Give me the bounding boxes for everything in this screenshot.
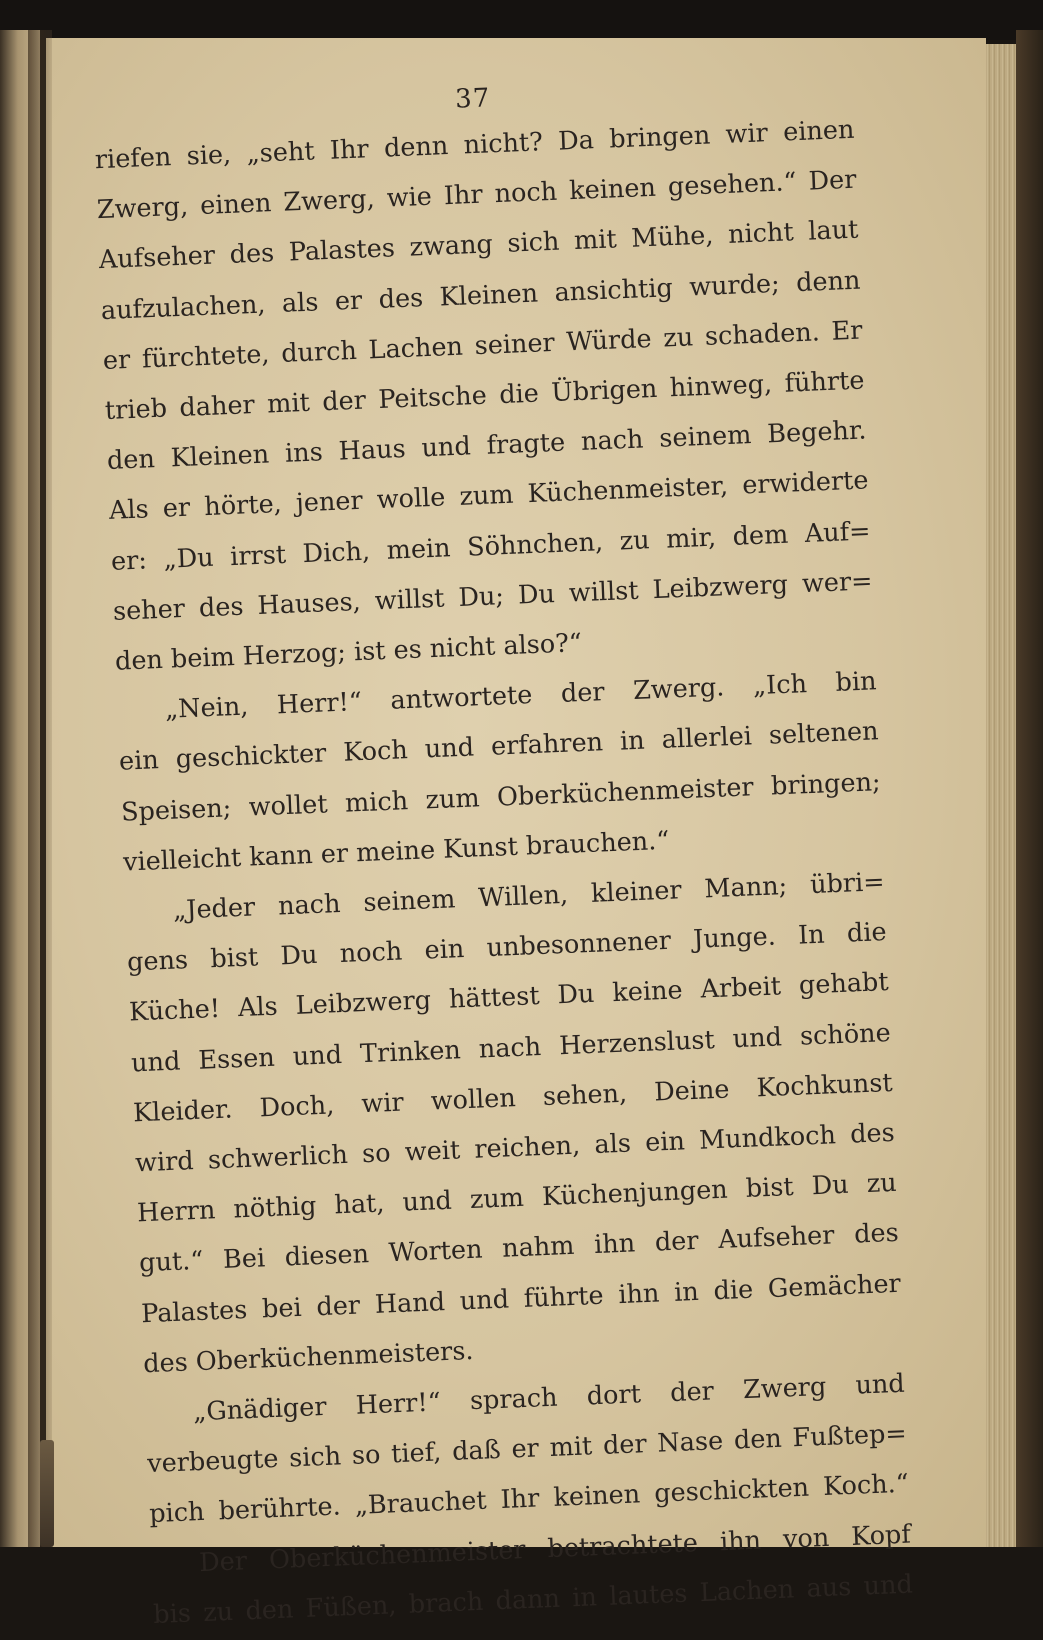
text-line: seher des Hauses, willst Du; Du willst Leibzwerg wer= [112, 566, 874, 627]
text-line: Als er hörte, jener wolle zum Küchenmeister, erwiderte [108, 465, 870, 527]
text-line: ein geschickter Koch und erfahren in allerlei seltenen [118, 716, 880, 778]
text-line: Aufseher des Palastes zwang sich mit Mühe, nicht laut [98, 215, 859, 276]
book-cover-right [1016, 30, 1043, 1547]
text-line: verbeugte sich so tief, daß er mit der Nase den Fußtep= [146, 1418, 908, 1480]
text-line: den Kleinen ins Haus und fragte nach seinem Begehr. [106, 415, 867, 477]
text-line: den beim Herzog; ist es nicht also?“ [114, 628, 583, 677]
page-number: 37 [454, 83, 491, 115]
text-line: „Jeder nach seinem Willen, kleiner Mann; übri= [172, 867, 886, 926]
text-line: Kleider. Doch, wir wollen sehen, Deine Kochkunst [132, 1067, 894, 1129]
text-line: aufzulachen, als er des Kleinen ansichtig wurde; denn [100, 265, 861, 326]
text-line: Zwerg, einen Zwerg, wie Ihr noch keinen gesehen.“ Der [96, 164, 857, 226]
text-line: er: „Du irrst Dich, mein Söhnchen, zu mir, dem Auf= [110, 516, 872, 577]
text-line: und Essen und Trinken nach Herzenslust und schöne [130, 1017, 892, 1079]
text-line: Palastes bei der Hand und führte ihn in die Gemächer [140, 1268, 902, 1329]
page-body [94, 105, 914, 1640]
book-gutter [28, 30, 52, 1547]
book-cover-top [0, 0, 1043, 40]
text-line: bis zu den Füßen, brach dann in lautes Lachen aus und [152, 1569, 914, 1630]
page-text-block [92, 65, 913, 1640]
text-line: Küche! Als Leibzwerg hättest Du keine Arbeit gehabt [128, 967, 890, 1028]
text-line: riefen sie, „seht Ihr denn nicht? Da bringen wir einen [94, 114, 855, 176]
text-line: pich berührte. „Brauchet Ihr keinen geschickten Koch.“ [148, 1469, 910, 1530]
text-line: vielleicht kann er meine Kunst brauchen.“ [122, 825, 670, 878]
text-line: gut.“ Bei diesen Worten nahm ihn der Aufseher des [138, 1218, 900, 1279]
text-line: Speisen; wollet mich zum Oberküchenmeister bringen; [120, 766, 882, 828]
bookmark-thread [40, 1440, 54, 1547]
text-line: „Gnädiger Herr!“ sprach dort der Zwerg und [192, 1368, 906, 1428]
text-line: Herrn nöthig hat, und zum Küchenjungen bist Du zu [136, 1168, 898, 1229]
text-line: des Oberküchenmeisters. [142, 1335, 475, 1380]
text-line: trieb daher mit der Peitsche die Übrigen hinweg, führte [104, 365, 865, 426]
text-line: gens bist Du noch ein unbesonnener Junge. In die [126, 917, 888, 978]
text-line: er fürchtete, durch Lachen seiner Würde zu schaden. Er [102, 315, 863, 376]
text-line: „Nein, Herr!“ antwortete der Zwerg. „Ich bin [164, 666, 878, 726]
text-line: wird schwerlich so weit reichen, als ein Mundkoch des [134, 1117, 896, 1179]
text-line: Der Oberküchenmeister betrachtete ihn von Kopf [198, 1519, 912, 1578]
